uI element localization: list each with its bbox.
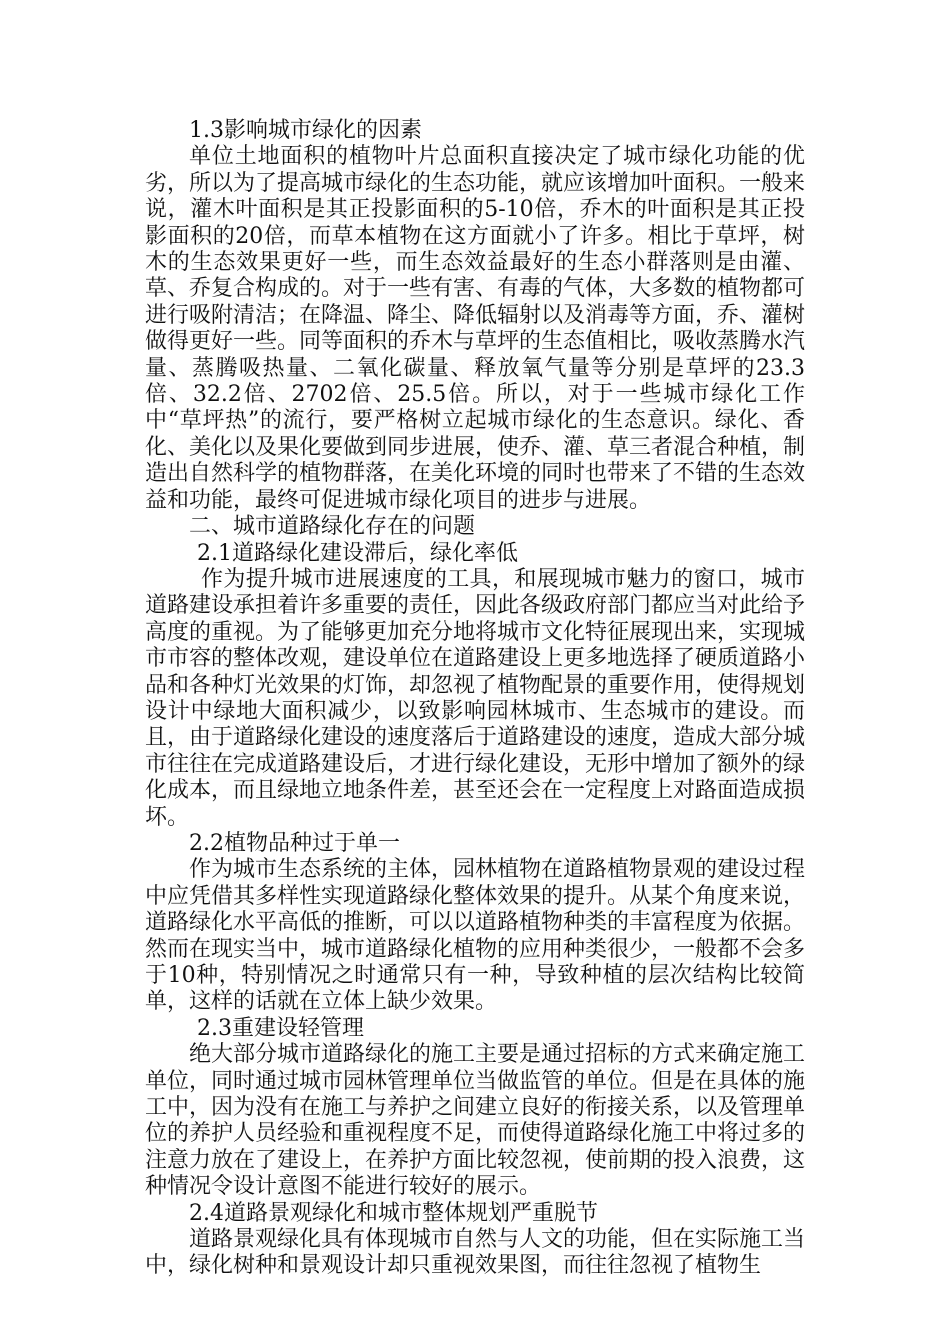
paragraph-2-4: 道路景观绿化具有体现城市自然与人文的功能，但在实际施工当中，绿化树种和景观设计却只重视效果图，而往往忽视了植物生	[145, 1227, 806, 1279]
section-heading-2-4: 2.4道路景观绿化和城市整体规划严重脱节	[189, 1200, 598, 1226]
paragraph-1-3: 单位土地面积的植物叶片总面积直接决定了城市绿化功能的优劣，所以为了提高城市绿化的生态功能，就应该增加叶面积。一般来说，灌木叶面积是其正投影面积的5-10倍，乔木的叶面积是其正投影面积的20倍，而草本植物在这方面就小了许多。相比于草坪，树木的生态效果更好一些，而生态效益最好的生态小群落则是由灌、草、乔复合构成的。对于一些有害、有毒的气体，大多数的植物都可进行吸附清洁；在降温、降尘、降低辐射以及消毒等方面，乔、灌树做得更好一些。同等面积的乔木与草坪的生态值相比，吸收蒸腾水汽量、蒸腾吸热量、二氧化碳量、释放氧气量等分别是草坪的23.3倍、32.2倍、2702倍、25.5倍。所以，对于一些城市绿化工作中“草坪热”的流行，要严格树立起城市绿化的生态意识。绿化、香化、美化以及果化要做到同步进展，使乔、灌、草三者混合种植，制造出自然科学的植物群落，在美化环境的同时也带来了不错的生态效益和功能，最终可促进城市绿化项目的进步与进展。	[145, 144, 806, 513]
section-heading-2-3: 2.3重建设轻管理	[197, 1015, 364, 1041]
paragraph-2-3: 绝大部分城市道路绿化的施工主要是通过招标的方式来确定施工单位，同时通过城市园林管理单位当做监管的单位。但是在具体的施工中，因为没有在施工与养护之间建立良好的衔接关系，以及管理单位的养护人员经验和重视程度不足，而使得道路绿化施工中将过多的注意力放在了建设上，在养护方面比较忽视，使前期的投入浪费，这种情况令设计意图不能进行较好的展示。	[145, 1042, 806, 1200]
document-body	[145, 118, 805, 1280]
section-heading-2-1: 2.1道路绿化建设滞后，绿化率低	[197, 540, 518, 566]
section-heading-2-2: 2.2植物品种过于单一	[189, 830, 400, 856]
chapter-heading-2: 二、城市道路绿化存在的问题	[189, 514, 476, 540]
section-heading-1-3: 1.3影响城市绿化的因素	[189, 118, 422, 143]
paragraph-2-2: 作为城市生态系统的主体，园林植物在道路植物景观的建设过程中应凭借其多样性实现道路绿化整体效果的提升。从某个角度来说，道路绿化水平高低的推断，可以以道路植物种类的丰富程度为依据。然而在现实当中，城市道路绿化植物的应用种类很少，一般都不会多于10种，特别情况之时通常只有一种，导致种植的层次结构比较简单，这样的话就在立体上缺少效果。	[145, 857, 806, 1015]
paragraph-2-1: 作为提升城市进展速度的工具，和展现城市魅力的窗口，城市道路建设承担着许多重要的责任，因此各级政府部门都应当对此给予高度的重视。为了能够更加充分地将城市文化特征展现出来，实现城市市容的整体改观，建设单位在道路建设上更多地选择了硬质道路小品和各种灯光效果的灯饰，却忽视了植物配景的重要作用，使得规划设计中绿地大面积减少，以致影响园林城市、生态城市的建设。而且，由于道路绿化建设的速度落后于道路建设的速度，造成大部分城市往往在完成道路建设后，才进行绿化建设，无形中增加了额外的绿化成本，而且绿地立地条件差，甚至还会在一定程度上对路面造成损坏。	[145, 566, 806, 830]
